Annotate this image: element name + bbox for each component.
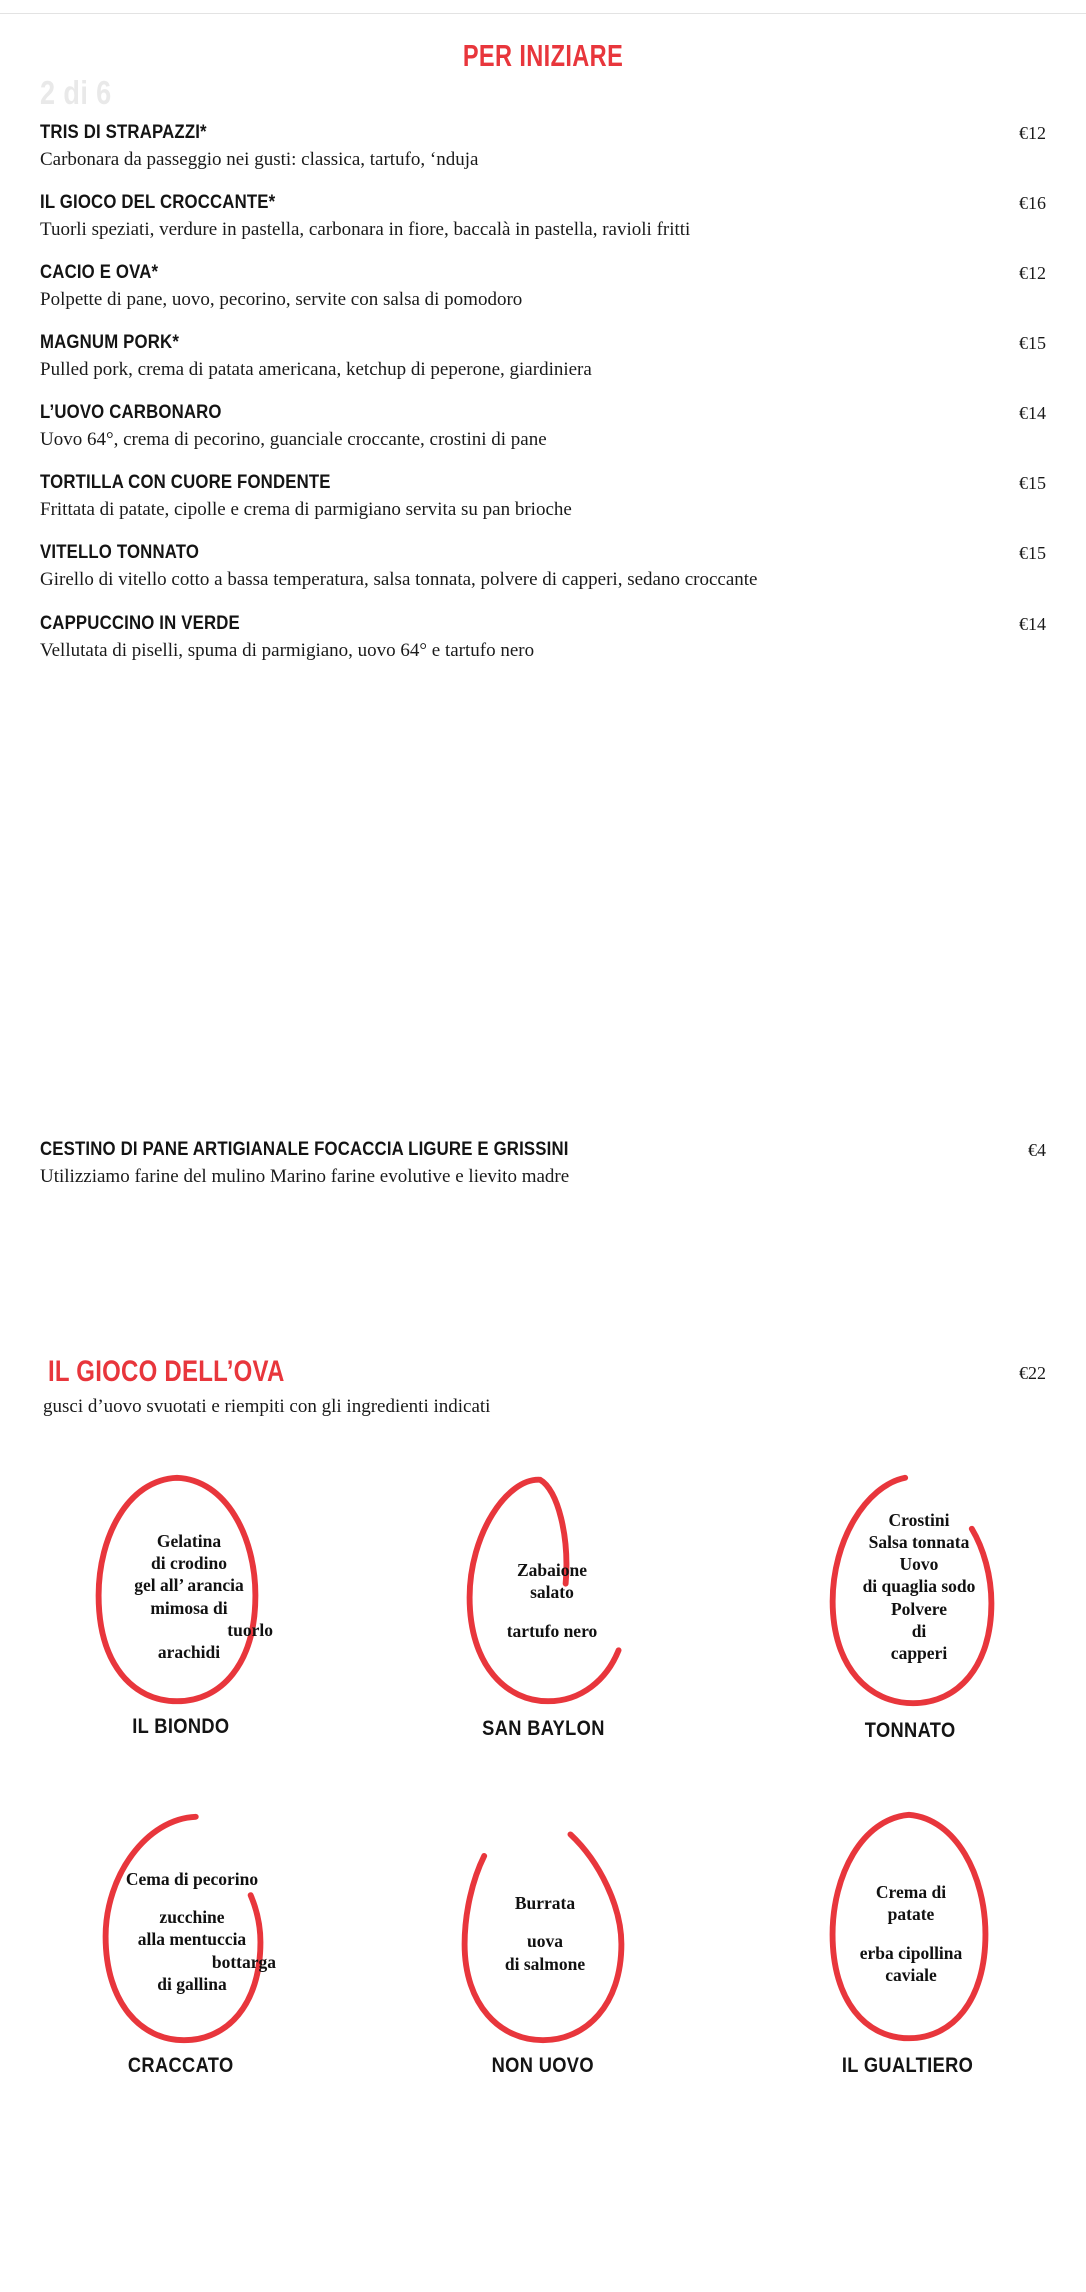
egg-ingredient-line: bottarga: [211, 1951, 276, 1972]
egg-ingredient-line: Burrata: [514, 1893, 576, 1914]
page-title: PER INIZIARE: [462, 38, 624, 73]
egg-ingredient-line: uova: [527, 1931, 563, 1952]
dish-price: €12: [1019, 263, 1046, 284]
egg-ingredient-line: di crodino: [150, 1553, 227, 1574]
egg-ingredient-line: mimosa di: [150, 1597, 228, 1618]
egg-outline-icon: [84, 1805, 284, 2050]
bread-basket-description: Utilizziamo farine del mulino Marino farine evolutive e lievito madre: [40, 1166, 570, 1187]
dish-head: [40, 471, 1046, 494]
egg-card: [362, 1468, 724, 1743]
dish-name: CAPPUCCINO IN VERDE: [40, 611, 240, 634]
egg-ingredient-line: Polvere: [890, 1598, 948, 1619]
egg-ingredient-line: di salmone: [504, 1953, 586, 1974]
dish-price: €14: [1019, 613, 1046, 634]
egg-ingredient-line: salato: [530, 1582, 574, 1603]
dish-description: Uovo 64°, crema di pecorino, guanciale croccante, crostini di pane: [40, 429, 547, 451]
egg-ingredients: [819, 1464, 1019, 1709]
egg-ingredient-line: di gallina: [157, 1973, 227, 1994]
dish-description: Pulled pork, crema di patata americana, ketchup di peperone, giardiniera: [40, 359, 592, 381]
egg-ingredient-line: Zabaione: [516, 1560, 588, 1581]
egg-label: CRACCATO: [128, 2054, 234, 2077]
dish-name: L’UOVO CARBONARO: [40, 401, 222, 424]
egg-ingredient-line: Uovo: [899, 1554, 939, 1575]
egg-label: IL GUALTIERO: [842, 2054, 974, 2077]
egg-ingredient-line: Salsa tonnata: [868, 1531, 970, 1552]
dish-head: [40, 261, 1046, 284]
dish-head: [40, 191, 1046, 214]
egg-ingredient-line: zucchine: [159, 1907, 225, 1928]
egg-ingredient-line: erba cipollina: [859, 1942, 963, 1963]
dish-price: €16: [1019, 193, 1046, 214]
dish-name: VITELLO TONNATO: [40, 541, 200, 564]
dish-price: €12: [1019, 123, 1046, 143]
dish-description: Polpette di pane, uovo, pecorino, servite con salsa di pomodoro: [40, 289, 523, 311]
dish-name: IL GIOCO DEL CROCCANTE*: [40, 191, 276, 214]
egg-row: [0, 1805, 1086, 2078]
ova-section-subtitle: gusci d’uovo svuotati e riempiti con gli ingredienti indicati: [43, 1396, 491, 1417]
page-counter: 2 di 6: [40, 74, 112, 111]
egg-text-gap: [454, 1604, 650, 1620]
egg-ingredient-line: alla mentuccia: [137, 1929, 247, 1950]
dish-head: [40, 612, 1046, 635]
dish-description: Frittata di patate, cipolle e crema di parmigiano servita su pan brioche: [40, 499, 572, 521]
dish-head: [40, 401, 1046, 424]
egg-ingredients: [92, 1809, 292, 2054]
egg-outline-icon: [813, 1468, 1013, 1713]
dish-description: Carbonara da passeggio nei gusti: classica, tartufo, ‘nduja: [40, 149, 479, 170]
dish-item: [40, 612, 1046, 663]
dish-item: [40, 471, 1046, 522]
dish-description: Vellutata di piselli, spuma di parmigiano, uovo 64° e tartufo nero: [40, 639, 535, 661]
egg-text-gap: [94, 1890, 290, 1906]
egg-ingredient-line: Crostini: [888, 1509, 950, 1530]
egg-label: TONNATO: [864, 1719, 956, 1742]
egg-label: SAN BAYLON: [481, 1717, 605, 1740]
bread-basket-head: [40, 1138, 1046, 1161]
egg-outline-icon: [77, 1468, 277, 1713]
dish-description: Tuorli speziati, verdure in pastella, carbonara in fiore, baccalà in pastella, ravioli fritti: [40, 219, 691, 241]
dish-item: [40, 261, 1046, 312]
egg-ingredient-line: Cema di pecorino: [125, 1868, 259, 1889]
egg-ingredients: [811, 1811, 1011, 2056]
egg-ingredients: [89, 1474, 289, 1719]
egg-outline-icon: [443, 1805, 643, 2050]
egg-card: [724, 1468, 1086, 1743]
ova-section-title: IL GIOCO DELL’OVA: [48, 1355, 285, 1388]
egg-ingredient-line: Gelatina: [156, 1530, 222, 1551]
dish-head: [40, 541, 1046, 564]
ova-section-price: €22: [1019, 1363, 1046, 1383]
dish-name: MAGNUM PORK*: [40, 331, 180, 354]
egg-ingredient-line: tartufo nero: [506, 1620, 598, 1641]
egg-ingredient-line: tuorlo: [227, 1619, 273, 1640]
egg-card: [724, 1805, 1086, 2078]
egg-text-gap: [447, 1914, 643, 1930]
egg-ingredient-line: capperi: [890, 1643, 948, 1664]
bread-basket-price: €4: [1028, 1140, 1046, 1160]
egg-ingredient-line: patate: [887, 1904, 935, 1925]
dish-price: €14: [1019, 403, 1046, 424]
dish-item: [40, 331, 1046, 382]
egg-ingredients: [452, 1478, 652, 1723]
egg-ingredient-line: caviale: [885, 1964, 937, 1985]
egg-text-gap: [813, 1926, 1009, 1942]
bread-basket-item: [40, 1138, 1046, 1189]
egg-ingredient-line: arachidi: [157, 1641, 221, 1662]
egg-label: NON UOVO: [491, 2054, 595, 2077]
egg-card: [0, 1805, 362, 2078]
dish-price: €15: [1019, 543, 1046, 564]
dish-price: €15: [1019, 473, 1046, 494]
dish-name: CACIO E OVA*: [40, 261, 159, 284]
egg-ingredient-line: gel all’ arancia: [134, 1575, 244, 1596]
dish-head: [40, 121, 1046, 144]
dish-item: [40, 191, 1046, 242]
egg-ingredient-line: Crema di: [875, 1882, 947, 1903]
dish-description: Girello di vitello cotto a bassa temperatura, salsa tonnata, polvere di capperi, sedano croccante: [40, 569, 758, 591]
dish-item: [40, 121, 1046, 172]
egg-ingredient-line: di: [911, 1620, 927, 1641]
dish-item: [40, 541, 1046, 592]
top-divider: [0, 13, 1086, 14]
dish-list: [40, 121, 1046, 682]
egg-outline-icon: [448, 1468, 648, 1713]
egg-ingredient-line: di quaglia sodo: [862, 1576, 976, 1597]
egg-grid: [0, 1468, 1086, 2078]
dish-name: TORTILLA CON CUORE FONDENTE: [40, 471, 331, 494]
bread-basket-name: CESTINO DI PANE ARTIGIANALE FOCACCIA LIGURE E GRISSINI: [40, 1138, 569, 1160]
dish-name: TRIS DI STRAPAZZI*: [40, 121, 207, 143]
egg-outline-icon: [809, 1805, 1009, 2050]
egg-ingredients: [445, 1811, 645, 2056]
dish-price: €15: [1019, 333, 1046, 354]
dish-head: [40, 331, 1046, 354]
egg-card: [0, 1468, 362, 1743]
egg-row: [0, 1468, 1086, 1743]
dish-item: [40, 401, 1046, 452]
egg-label: IL BIONDO: [132, 1715, 230, 1738]
egg-card: [362, 1805, 724, 2078]
